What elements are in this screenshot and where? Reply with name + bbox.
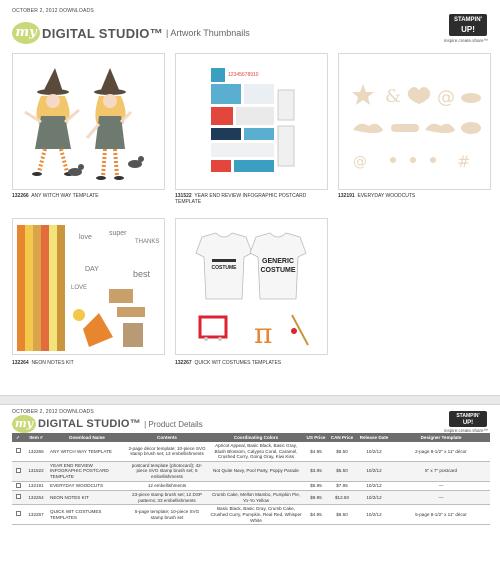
shirt1-text: COSTUME	[211, 265, 237, 271]
release-date-cell: 10/2/12	[356, 481, 392, 491]
row-checkbox[interactable]	[16, 483, 21, 488]
checkbox-cell[interactable]	[12, 505, 24, 525]
svg-text:#: #	[457, 152, 471, 171]
table-row	[12, 481, 490, 491]
download-name-cell: QUICK WIT COSTUMES TEMPLATES	[48, 505, 126, 525]
tile-caption	[175, 360, 281, 366]
release-date-cell: 10/2/12	[356, 505, 392, 525]
release-date-cell: 10/2/12	[356, 461, 392, 481]
page-divider	[0, 395, 500, 405]
logo-line-1: STAMPIN'	[454, 17, 482, 23]
can-price-cell: $5.50	[328, 461, 356, 481]
col-check: ✓	[12, 433, 24, 442]
col-contents: Contents	[126, 433, 208, 442]
item-name: ANY WITCH WAY TEMPLATE	[31, 193, 99, 199]
col-download-name: Download Name	[48, 433, 126, 442]
col-can-price: CAN Price	[328, 433, 356, 442]
page-date: OCTOBER 2, 2012 DOWNLOADS	[12, 8, 94, 14]
page-subtitle: | Artwork Thumbnails	[166, 28, 250, 38]
logo-line-2: UP!	[461, 25, 475, 34]
us-price-cell: $4.95	[304, 505, 328, 525]
word-love-caps: LOVE	[71, 285, 88, 291]
svg-text:@: @	[437, 87, 455, 108]
us-price-cell: $9.95	[304, 491, 328, 505]
product-details-page	[0, 405, 500, 564]
infographic-numbers: 12345678910	[228, 72, 259, 78]
page-subtitle: | Product Details	[144, 419, 203, 429]
designer-template-cell: 5" x 7" postcard	[392, 461, 490, 481]
word-thanks: THANKS	[135, 239, 160, 245]
table-row	[12, 461, 490, 481]
item-name: YEAR END REVIEW INFOGRAPHIC POSTCARD TEMPLATE	[175, 193, 307, 205]
brand-title: DIGITAL STUDIO™	[38, 418, 142, 430]
item-number: 132267	[175, 360, 192, 366]
release-date-cell: 10/2/12	[356, 442, 392, 461]
item-number: 132191	[338, 193, 355, 199]
tagline: inspire.create.share™	[443, 38, 488, 43]
checkbox-cell[interactable]	[12, 442, 24, 461]
col-release-date: Release Date	[356, 433, 392, 442]
download-name-cell: NEON NOTES KIT	[48, 491, 126, 505]
col-coordinating-colors: Coordinating Colors	[208, 433, 304, 442]
colors-cell: Crumb Cake, Mellon Mambo, Pumpkin Pie, Yo-Yo Yellow	[208, 491, 304, 505]
brand-header	[12, 415, 203, 433]
release-date-cell: 10/2/12	[356, 491, 392, 505]
pi-symbol: π	[254, 317, 273, 350]
row-checkbox[interactable]	[16, 511, 21, 516]
contents-cell: postcard template (photocard); 42-piece SVG stamp brush set; 6 embellishments	[126, 461, 208, 481]
word-best: best	[133, 269, 151, 279]
thumbnail-witch-template[interactable]	[12, 53, 165, 190]
designer-template-cell: 2-page 8-1/2" x 11" décor	[392, 442, 490, 461]
table-row	[12, 491, 490, 505]
contents-cell: 5-page template; 10-piece SVG stamp brush set	[126, 505, 208, 525]
col-item-number: Item #	[24, 433, 48, 442]
designer-template-cell: 5-page 8-1/2" x 11" décor	[392, 505, 490, 525]
item-number-cell: 132267	[24, 505, 48, 525]
contents-cell: 2-page décor template; 10-piece SVG stamp brush set; 13 embellishments	[126, 442, 208, 461]
checkbox-cell[interactable]	[12, 491, 24, 505]
word-love: love	[79, 234, 92, 241]
item-name: EVERYDAY WOODCUTS	[357, 193, 416, 199]
shirt2-text-2: COSTUME	[260, 267, 296, 274]
col-designer-template: Designer Template	[392, 433, 490, 442]
item-name: QUICK WIT COSTUMES TEMPLATES	[194, 360, 282, 366]
witch-illustration	[13, 54, 165, 190]
brand-title: DIGITAL STUDIO™	[42, 25, 164, 41]
colors-cell	[208, 481, 304, 491]
can-price-cell: $6.50	[328, 442, 356, 461]
item-number: 132264	[12, 360, 29, 366]
item-name: NEON NOTES KIT	[31, 360, 74, 366]
word-day: DAY	[85, 266, 99, 273]
tile-caption	[12, 360, 74, 366]
us-price-cell: $4.95	[304, 442, 328, 461]
svg-text:&: &	[385, 86, 402, 107]
logo-line-1: STAMPIN'	[456, 413, 480, 419]
shirt2-text-1: GENERIC	[262, 258, 294, 265]
infographic-illustration	[176, 54, 328, 190]
my-badge-logo: my	[12, 415, 36, 433]
item-number-cell: 131522	[24, 461, 48, 481]
download-name-cell: EVERYDAY WOODCUTS	[48, 481, 126, 491]
tile-caption	[12, 193, 99, 199]
tagline: inspire.create.share™	[443, 428, 488, 433]
col-us-price: US Price	[304, 433, 328, 442]
download-name-cell: ANY WITCH WAY TEMPLATE	[48, 442, 126, 461]
colors-cell: Not Quite Navy, Pool Party, Poppy Parade	[208, 461, 304, 481]
colors-cell: Basic Black, Basic Gray, Crumb Cake, Crushed Curry, Pumpkin, Real Red, Whisper White	[208, 505, 304, 525]
us-price-cell: $5.95	[304, 481, 328, 491]
stampin-up-logo	[449, 14, 487, 36]
product-details-table	[12, 433, 490, 525]
page-date: OCTOBER 2, 2012 DOWNLOADS	[12, 409, 94, 415]
designer-template-cell: —	[392, 491, 490, 505]
row-checkbox[interactable]	[16, 448, 21, 453]
colors-cell: Apricot Appeal, Basic Black, Basic Gray, Blush Blossom, Calypso Coral, Caramel, Crushed Curry, Going Gray, Kiwi Kiss	[208, 442, 304, 461]
item-number-cell: 132266	[24, 442, 48, 461]
tile-caption	[175, 193, 328, 205]
contents-cell: 23-piece stamp brush set; 12 DSP patterns; 33 embellishments	[126, 491, 208, 505]
thumbnail-everyday-woodcuts[interactable]	[338, 53, 491, 190]
checkbox-cell[interactable]	[12, 481, 24, 491]
svg-text:@: @	[353, 154, 367, 170]
us-price-cell: $3.95	[304, 461, 328, 481]
can-price-cell: $12.50	[328, 491, 356, 505]
row-checkbox[interactable]	[16, 468, 21, 473]
item-number: 131522	[175, 193, 192, 199]
item-number: 132266	[12, 193, 29, 199]
word-super: super	[109, 230, 127, 237]
thumbnail-neon-notes-kit[interactable]	[12, 218, 165, 355]
table-row	[12, 505, 490, 525]
contents-cell: 12 embellishments	[126, 481, 208, 491]
tile-caption	[338, 193, 415, 199]
table-row	[12, 442, 490, 461]
item-number-cell: 132191	[24, 481, 48, 491]
stampin-up-logo	[449, 411, 487, 427]
download-name-cell: YEAR END REVIEW INFOGRAPHIC POSTCARD TEMPLATE	[48, 461, 126, 481]
thumbnail-quick-wit-costumes[interactable]	[175, 218, 328, 355]
brand-header	[12, 22, 250, 44]
row-checkbox[interactable]	[16, 494, 21, 499]
my-badge-logo: my	[12, 22, 40, 44]
checkbox-cell[interactable]	[12, 461, 24, 481]
item-number-cell: 132264	[24, 491, 48, 505]
thumbnail-infographic-postcard[interactable]	[175, 53, 328, 190]
woodcuts-illustration	[339, 54, 491, 190]
table-header-row	[12, 433, 490, 442]
designer-template-cell: —	[392, 481, 490, 491]
logo-line-2: UP!	[462, 420, 474, 426]
can-price-cell: $6.50	[328, 505, 356, 525]
can-price-cell: $7.95	[328, 481, 356, 491]
costumes-illustration	[176, 219, 328, 355]
neon-notes-illustration	[13, 219, 165, 355]
